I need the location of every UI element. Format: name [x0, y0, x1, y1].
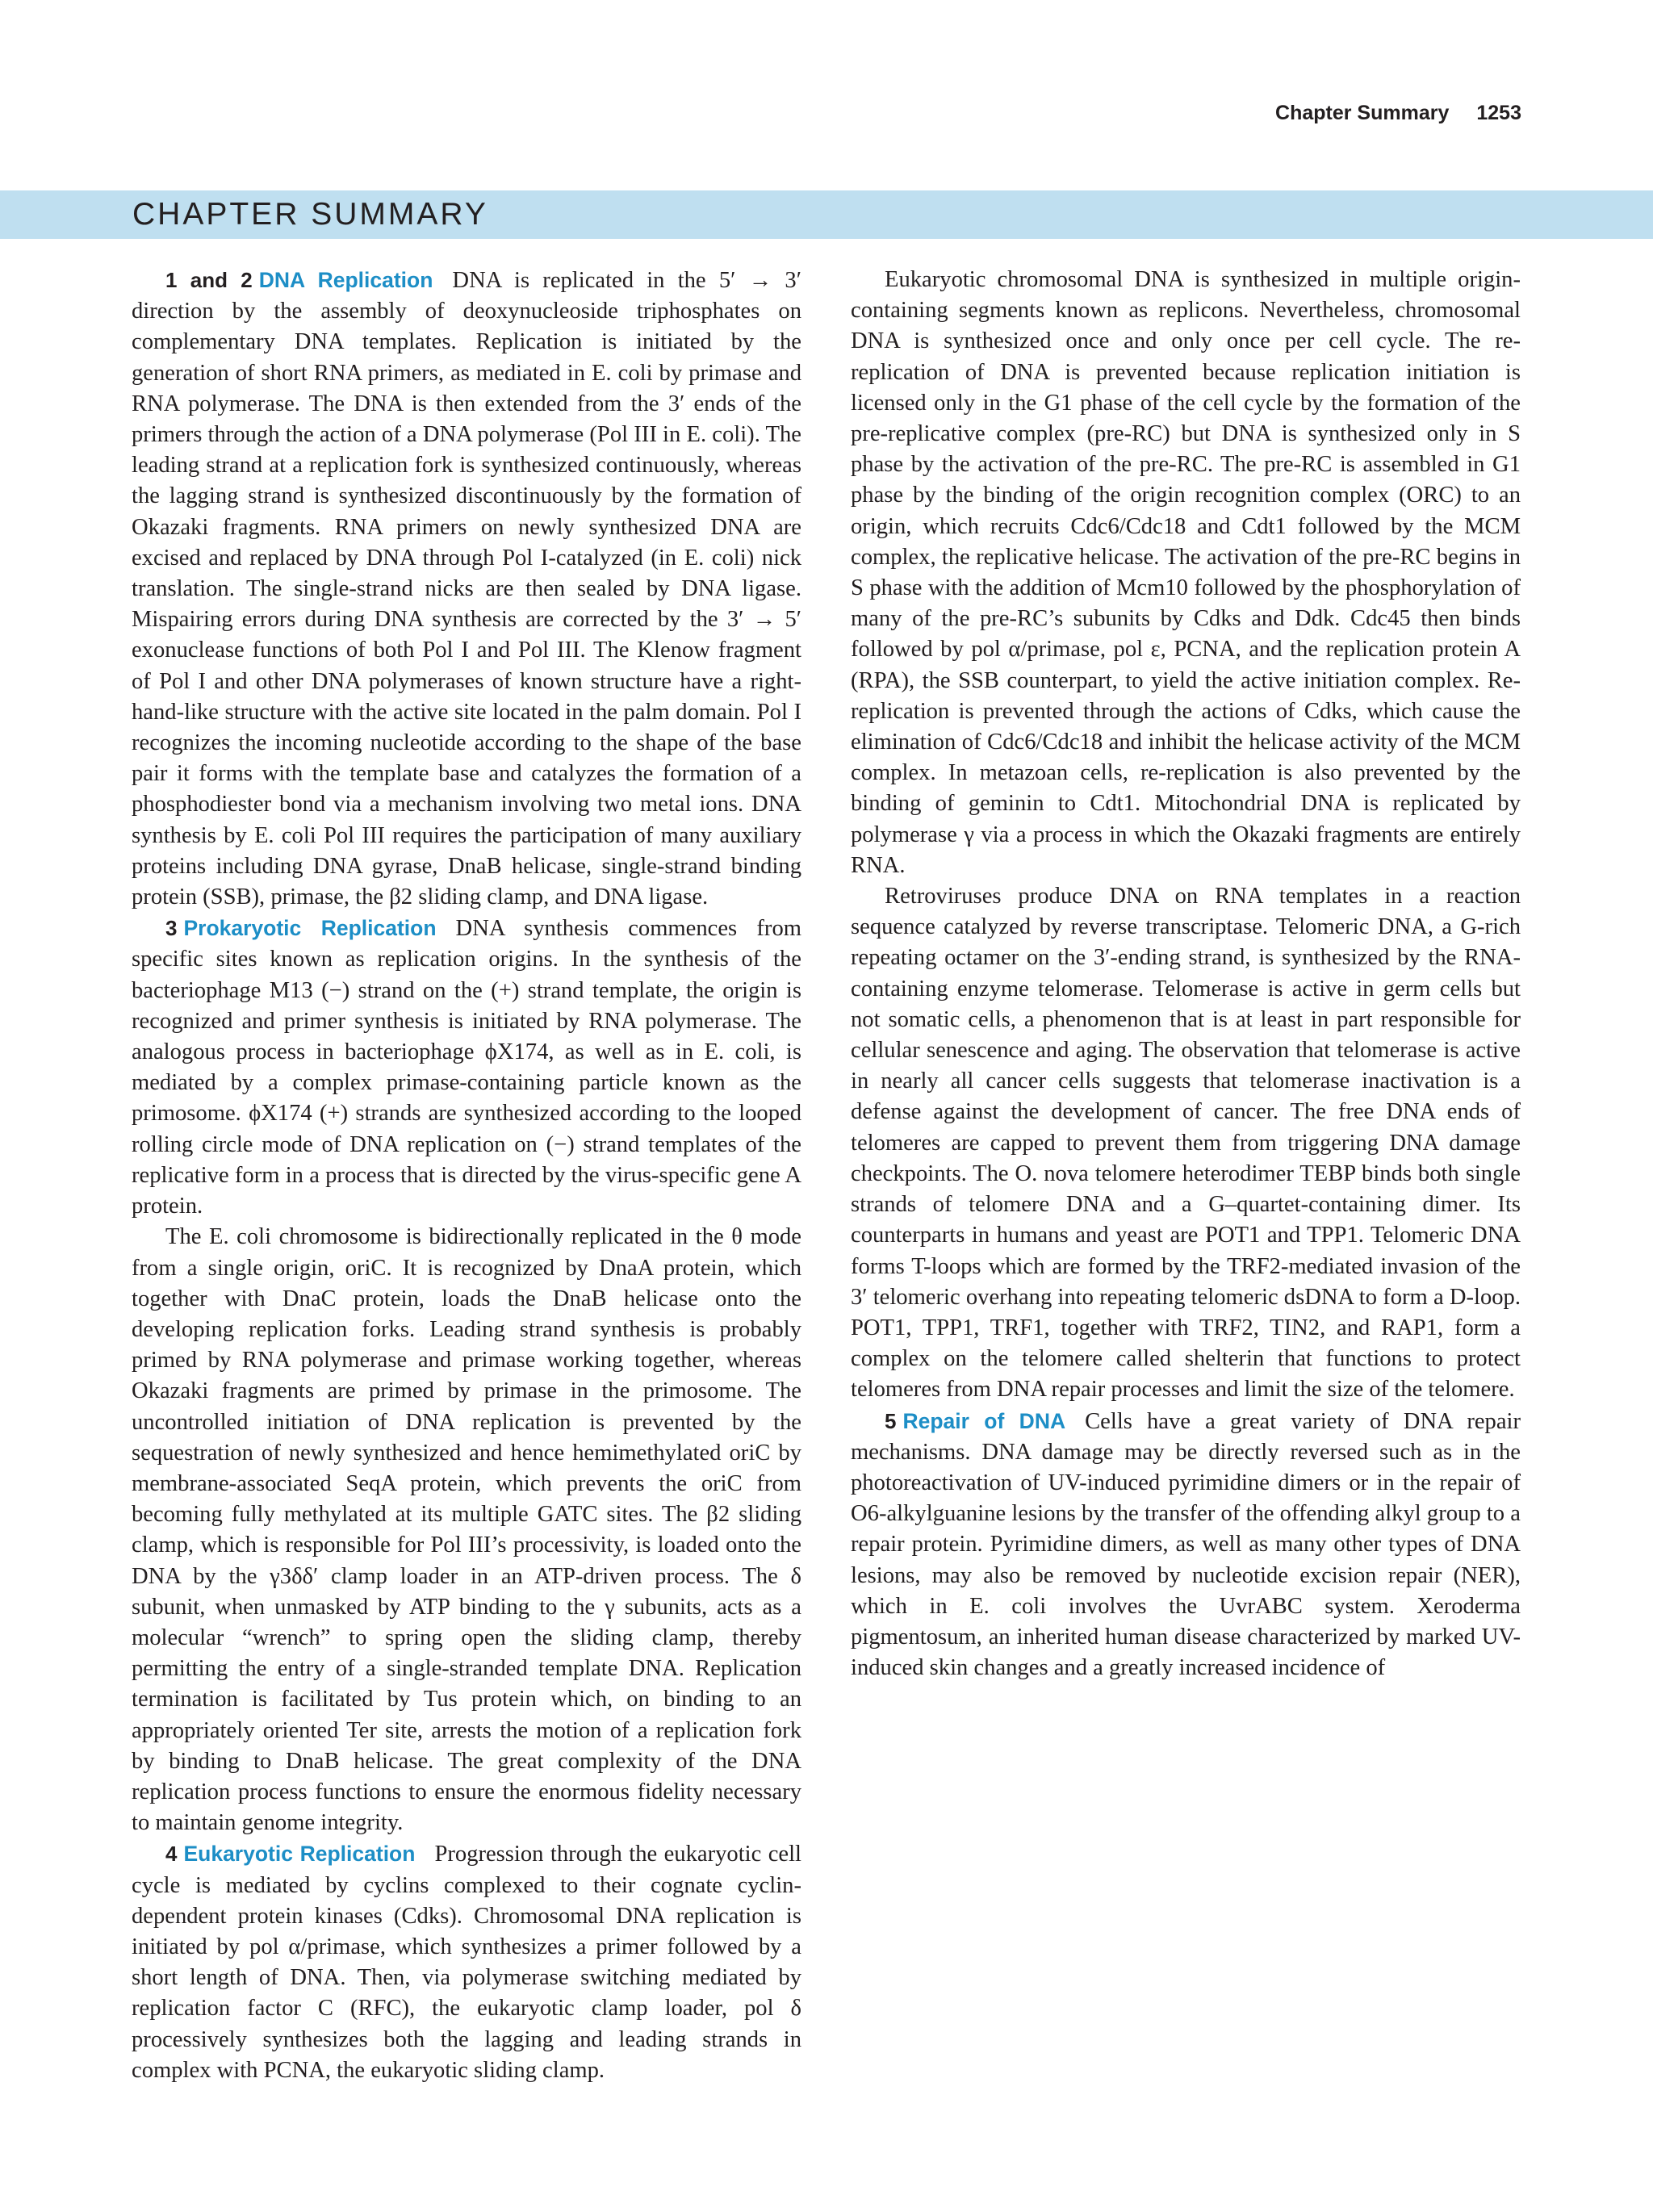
paragraph-section-3: [132, 913, 801, 1222]
paragraph-section-5: [851, 1406, 1521, 1684]
left-column: [132, 265, 801, 2086]
section-number: 3: [165, 916, 178, 941]
section-number: 1 and 2: [165, 268, 253, 292]
paragraph-text: Cells have a great variety of DNA repair mechanisms. DNA damage may be directly reversed such as in the photoreactivation of UV-induced pyrimidine dimers or in the repair of O6-alkylguanine lesions by the transfer of the offending alkyl group to a repair protein. Pyrimidine dimers, as well as many other types of DNA lesions, may also be removed by nucleotide excision repair (NER), which in E. coli involves the UvrABC system. Xeroderma pigmentosum, an inherited human disease characterized by marked UV-induced skin changes and a greatly increased incidence of: [851, 1408, 1521, 1681]
section-heading-dna-replication: DNA Replication: [258, 268, 433, 292]
paragraph-text: DNA synthesis commences from specific sites known as replication origins. In the synthesis of the bacteriophage M13 (−) strand on the (+) strand template, the origin is recognized and primer synthesis is initiated by RNA polymerase. The analogous process in bacteriophage ϕX174, as well as in E. coli, is mediated by a complex primase-containing particle known as the primosome. ϕX174 (+) strands are synthesized according to the looped rolling circle mode of DNA replication on (−) strand templates of the replicative form in a process that is directed by the virus-specific gene A protein.: [132, 916, 801, 1219]
running-head-title: Chapter Summary: [1275, 102, 1450, 124]
page-number: 1253: [1476, 102, 1521, 124]
paragraph-text: Progression through the eukaryotic cell cycle is mediated by cyclins complexed to their cognate cyclin-dependent protein kinases (Cdks). Chromosomal DNA replication is initiated by pol α/primase, which synthesizes a primer followed by a short length of DNA. Then, via polymerase switching mediated by replication factor C (RFC), the eukaryotic clamp loader, pol δ processively synthesizes both the lagging and leading strands in complex with PCNA, the eukaryotic sliding clamp.: [132, 1842, 801, 2083]
paragraph-retroviruses-telomeres: Retroviruses produce DNA on RNA templates in a reaction sequence catalyzed by reverse transcriptase. Telomeric DNA, a G-rich repeating octamer on the 3′-ending strand, is synthesized by the RNA-containing enzyme telomerase. Telomerase is active in germ cells but not somatic cells, a phenomenon that is at least in part responsible for cellular senescence and aging. The observation that telomerase is active in nearly all cancer cells suggests that telomerase inactivation is a defense against the development of cancer. The free DNA ends of telomeres are capped to prevent them from triggering DNA damage checkpoints. The O. nova telomere heterodimer TEBP binds both single strands of telomere DNA and a G–quartet-containing dimer. Its counterparts in humans and yeast are POT1 and TPP1. Telomeric DNA forms T-loops which are formed by the TRF2-mediated invasion of the 3′ telomeric overhang into repeating telomeric dsDNA to form a D-loop. POT1, TPP1, TRF1, together with TRF2, TIN2, and RAP1, form a complex on the telomere called shelterin that functions to protect telomeres from DNA repair processes and limit the size of the telomere.: [851, 884, 1521, 1403]
paragraph-text: DNA is replicated in the 5′ → 3′ direction by the assembly of deoxynucleoside triphosphates on complementary DNA templates. Replication is initiated by the generation of short RNA primers, as mediated in E. coli by primase and RNA polymerase. The DNA is then extended from the 3′ ends of the primers through the action of a DNA polymerase (Pol III in E. coli). The leading strand at a replication fork is synthesized continuously, whereas the lagging strand is synthesized discontinuously by the formation of Okazaki fragments. RNA primers on newly synthesized DNA are excised and replaced by DNA through Pol I-catalyzed (in E. coli) nick translation. The single-strand nicks are then sealed by DNA ligase. Mispairing errors during DNA synthesis are corrected by the 3′ → 5′ exonuclease functions of both Pol I and Pol III. The Klenow fragment of Pol I and other DNA polymerases of known structure have a right-hand-like structure with the active site located in the palm domain. Pol I recognizes the incoming nucleotide according to the shape of the base pair it forms with the template base and catalyzes the formation of a phosphodiester bond via a mechanism involving two metal ions. DNA synthesis by E. coli Pol III requires the participation of many auxiliary proteins including DNA gyrase, DnaB helicase, single-strand binding protein (SSB), primase, the β2 sliding clamp, and DNA ligase.: [132, 268, 801, 910]
section-number: 4: [165, 1842, 178, 1867]
paragraph-section-4: [132, 1838, 801, 2086]
paragraph-section-1-2: [132, 265, 801, 913]
running-head: [1275, 102, 1521, 125]
section-heading-repair-of-dna: Repair of DNA: [902, 1408, 1066, 1433]
right-column: [851, 265, 1521, 1683]
section-number: 5: [885, 1408, 897, 1433]
banner-title: CHAPTER SUMMARY: [132, 197, 488, 232]
section-heading-prokaryotic-replication: Prokaryotic Replication: [183, 916, 437, 941]
paragraph-eukaryotic-chromosomal-dna: Eukaryotic chromosomal DNA is synthesized in multiple origin-containing segments known as replicons. Nevertheless, chromosomal DNA is synthesized once and only once per cell cycle. The re-replication of DNA is prevented because replication initiation is licensed only in the G1 phase of the cell cycle by the formation of the pre-replicative complex (pre-RC) but DNA is synthesized only in S phase by the activation of the pre-RC. The pre-RC is assembled in G1 phase by the binding of the origin recognition complex (ORC) to an origin, which recruits Cdc6/Cdc18 and Cdt1 followed by the MCM complex, the replicative helicase. The activation of the pre-RC begins in S phase with the addition of Mcm10 followed by the phosphorylation of many of the pre-RC’s subunits by Cdks and Ddk. Cdc45 then binds followed by pol α/primase, pol ε, PCNA, and the replication protein A (RPA), the SSB counterpart, to yield the active initiation complex. Re-replication is prevented through the actions of Cdks, which cause the elimination of Cdc6/Cdc18 and inhibit the helicase activity of the MCM complex. In metazoan cells, re-replication is also prevented by the binding of geminin to Cdt1. Mitochondrial DNA is replicated by polymerase γ via a process in which the Okazaki fragments are entirely RNA.: [851, 267, 1521, 878]
chapter-summary-banner: [0, 190, 1653, 239]
section-heading-eukaryotic-replication: Eukaryotic Replication: [183, 1842, 416, 1867]
paragraph-ecoli-chromosome: The E. coli chromosome is bidirectionally replicated in the θ mode from a single origin, oriC. It is recognized by DnaA protein, which together with DnaC protein, loads the DnaB helicase onto the developing replication forks. Leading strand synthesis is probably primed by RNA polymerase and primase working together, whereas Okazaki fragments are primed by primase in the primosome. The uncontrolled initiation of DNA replication is prevented by the sequestration of newly synthesized and hence hemimethylated oriC by membrane-associated SeqA protein, which prevents the oriC from becoming fully methylated at its multiple GATC sites. The β2 sliding clamp, which is responsible for Pol III’s processivity, is loaded onto the DNA by the γ3δδ′ clamp loader in an ATP-driven process. The δ subunit, when unmasked by ATP binding to the γ subunits, acts as a molecular “wrench” to spring open the sliding clamp, thereby permitting the entry of a single-stranded template DNA. Replication termination is facilitated by Tus protein which, on binding to an appropriately oriented Ter site, arrests the motion of a replication fork by binding to DnaB helicase. The great complexity of the DNA replication process functions to ensure the enormous fidelity necessary to maintain genome integrity.: [132, 1224, 801, 1836]
